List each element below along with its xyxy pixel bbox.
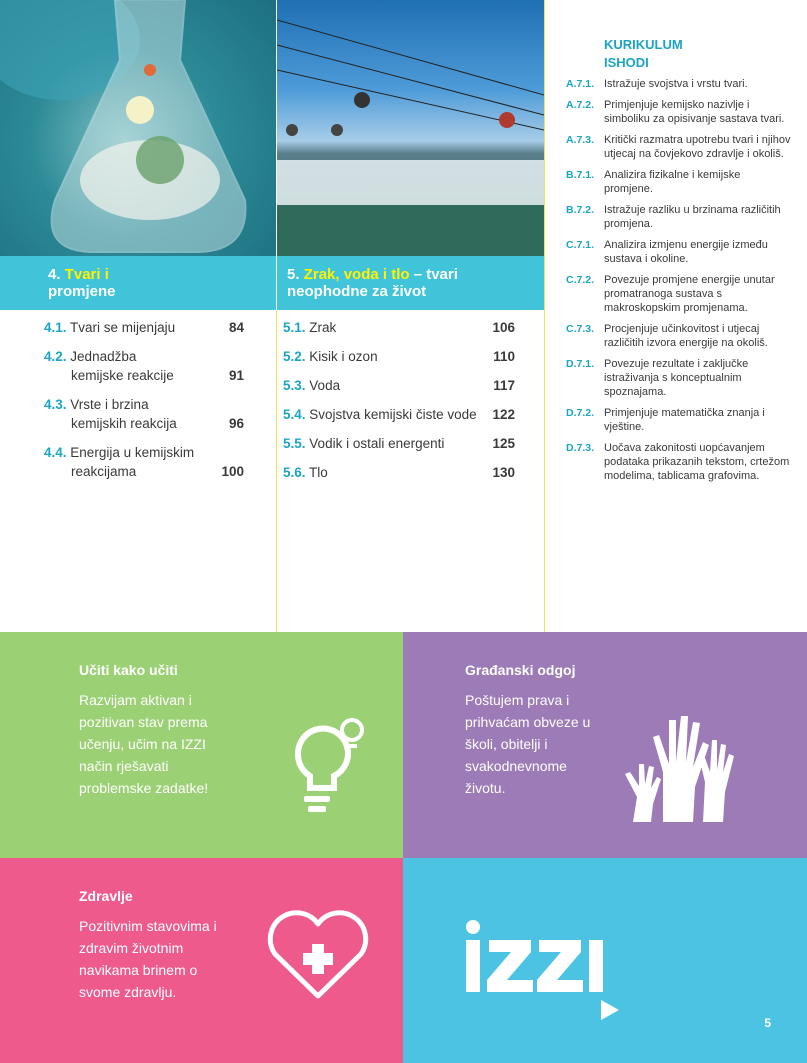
toc-code: 5.6. bbox=[283, 465, 306, 480]
outcome-item bbox=[566, 273, 791, 315]
toc-entry[interactable] bbox=[283, 405, 515, 424]
outcome-text: Kritički razmatra upotrebu tvari i njihov utjecaj na čovjekovo zdravlje i okoliš. bbox=[604, 134, 791, 160]
outcome-text: Istražuje svojstva i vrstu tvari. bbox=[604, 78, 748, 90]
toc-entry[interactable] bbox=[283, 434, 515, 453]
toc-label: Kisik i ozon bbox=[309, 349, 378, 364]
toc-section-5 bbox=[283, 318, 515, 492]
outcome-text: Istražuje razliku u brzinama različitih promjena. bbox=[604, 204, 781, 230]
section-number: 5. bbox=[287, 266, 300, 283]
toc-code: 4.2. bbox=[44, 349, 67, 364]
toc-page: 84 bbox=[228, 320, 244, 335]
toc-label: Svojstva kemijski čiste vode bbox=[309, 407, 477, 422]
toc-entry[interactable] bbox=[44, 443, 244, 481]
tile-title: Građanski odgoj bbox=[465, 662, 576, 678]
page-number: 5 bbox=[764, 1016, 771, 1030]
outcome-code: A.7.1. bbox=[566, 78, 595, 90]
toc-label: Tlo bbox=[309, 465, 328, 480]
toc-page: 96 bbox=[228, 416, 244, 431]
toc-page: 106 bbox=[492, 320, 515, 335]
lightbulb-icon bbox=[278, 714, 368, 824]
curriculum-title bbox=[604, 36, 791, 72]
section-number: 4. bbox=[48, 266, 61, 283]
heart-cross-icon bbox=[265, 910, 371, 1002]
tile-title: Zdravlje bbox=[79, 888, 133, 904]
toc-label: Zrak bbox=[309, 320, 337, 335]
toc-section-4 bbox=[44, 318, 244, 491]
toc-label: Jednadžba bbox=[70, 349, 137, 364]
toc-code: 5.2. bbox=[283, 349, 306, 364]
outcome-code: C.7.3. bbox=[566, 323, 595, 335]
toc-page: 130 bbox=[492, 465, 515, 480]
tile-health bbox=[0, 858, 403, 1063]
toc-entry[interactable] bbox=[44, 318, 244, 337]
outcome-code: A.7.2. bbox=[566, 99, 595, 111]
curriculum-outcomes bbox=[566, 36, 791, 490]
toc-label: Energija u kemijskim bbox=[70, 445, 195, 460]
outcome-item bbox=[566, 406, 791, 434]
outcome-text: Primjenjuje kemijsko nazivlje i simboliku za opisivanje sastava tvari. bbox=[604, 99, 785, 125]
outcome-item bbox=[566, 98, 791, 126]
toc-label-2: kemijske reakcije bbox=[71, 368, 174, 383]
toc-label: Tvari se mijenjaju bbox=[70, 320, 176, 335]
toc-code: 5.5. bbox=[283, 436, 306, 451]
toc-code: 4.3. bbox=[44, 397, 67, 412]
outcome-item bbox=[566, 168, 791, 196]
curriculum-title-line: ISHODI bbox=[604, 55, 649, 70]
toc-page: 100 bbox=[221, 464, 244, 479]
outcome-text: Povezuje rezultate i zaključke istraživanja s konceptualnim spoznajama. bbox=[604, 358, 749, 398]
outcome-item bbox=[566, 357, 791, 399]
toc-code: 4.1. bbox=[44, 320, 67, 335]
section-title-rest: promjene bbox=[48, 283, 116, 300]
outcome-code: D.7.3. bbox=[566, 442, 595, 454]
toc-label: Voda bbox=[309, 378, 341, 393]
toc-page: 125 bbox=[492, 436, 515, 451]
toc-label-2: kemijskih reakcija bbox=[71, 416, 177, 431]
toc-code: 5.4. bbox=[283, 407, 306, 422]
tile-learn bbox=[0, 632, 403, 858]
toc-entry[interactable] bbox=[283, 347, 515, 366]
outcome-item bbox=[566, 322, 791, 350]
section-5-header bbox=[277, 256, 544, 310]
toc-entry[interactable] bbox=[44, 395, 244, 433]
toc-label-2: reakcijama bbox=[71, 464, 137, 479]
toc-label: Vodik i ostali energenti bbox=[309, 436, 445, 451]
toc-page: 110 bbox=[493, 349, 515, 364]
tile-text: Poštujem prava i prihvaćam obveze u školi, obitelji i svakodnevnome životu. bbox=[465, 692, 591, 796]
toc-entry[interactable] bbox=[283, 376, 515, 395]
outcome-text: Analizira fizikalne i kemijske promjene. bbox=[604, 169, 741, 195]
section-title: Tvari i bbox=[64, 266, 109, 283]
outcome-code: D.7.2. bbox=[566, 407, 595, 419]
toc-entry[interactable] bbox=[283, 463, 515, 482]
toc-page: 122 bbox=[492, 407, 515, 422]
outcome-text: Procjenjuje učinkovitost i utjecaj različitih izvora energije na okoliš. bbox=[604, 323, 768, 349]
outcome-item bbox=[566, 133, 791, 161]
outcome-code: B.7.1. bbox=[566, 169, 595, 181]
outcome-text: Analizira izmjenu energije između sustava i okoline. bbox=[604, 239, 768, 265]
outcome-item bbox=[566, 441, 791, 483]
zipline-waterfall-photo bbox=[277, 0, 544, 256]
column-divider bbox=[544, 0, 545, 632]
outcome-text: Primjenjuje matematička znanja i vještine. bbox=[604, 407, 765, 433]
outcome-item bbox=[566, 77, 791, 91]
outcome-code: D.7.1. bbox=[566, 358, 595, 370]
tile-civic bbox=[403, 632, 807, 858]
toc-page: 117 bbox=[493, 378, 515, 393]
toc-entry[interactable] bbox=[283, 318, 515, 337]
outcome-text: Povezuje promjene energije unutar promatranoga sustava s makroskopskim promjenama. bbox=[604, 274, 775, 314]
toc-code: 4.4. bbox=[44, 445, 67, 460]
toc-label: Vrste i brzina bbox=[70, 397, 149, 412]
outcome-item bbox=[566, 238, 791, 266]
outcome-code: C.7.1. bbox=[566, 239, 595, 251]
outcome-code: B.7.2. bbox=[566, 204, 595, 216]
raised-hands-icon bbox=[623, 712, 743, 827]
section-title-rest: neophodne za život bbox=[287, 283, 427, 300]
outcome-item bbox=[566, 203, 791, 231]
toc-code: 5.1. bbox=[283, 320, 306, 335]
section-title: Zrak, voda i tlo bbox=[303, 266, 410, 283]
outcome-text: Uočava zakonitosti uopćavanjem podataka prikazanih tekstom, crtežom modelima, tablicama grafovima. bbox=[604, 442, 790, 482]
outcome-code: C.7.2. bbox=[566, 274, 595, 286]
tile-text: Pozitivnim stavovima i zdravim životnim navikama brinem o svome zdravlju. bbox=[79, 918, 217, 1000]
column-divider bbox=[276, 310, 277, 632]
section-title-rest: – tvari bbox=[409, 266, 458, 283]
toc-page: 91 bbox=[228, 368, 244, 383]
tile-text: Razvijam aktivan i pozitivan stav prema učenju, učim na IZZI način rješavati problemske zadatke! bbox=[79, 692, 209, 796]
toc-code: 5.3. bbox=[283, 378, 306, 393]
toc-entry[interactable] bbox=[44, 347, 244, 385]
section-4-header bbox=[0, 256, 276, 310]
curriculum-title-line: KURIKULUM bbox=[604, 37, 683, 52]
tile-title: Učiti kako učiti bbox=[79, 662, 178, 678]
flask-photo bbox=[0, 0, 276, 256]
izzi-logo bbox=[463, 918, 623, 1023]
tile-brand bbox=[403, 858, 807, 1063]
outcome-code: A.7.3. bbox=[566, 134, 595, 146]
